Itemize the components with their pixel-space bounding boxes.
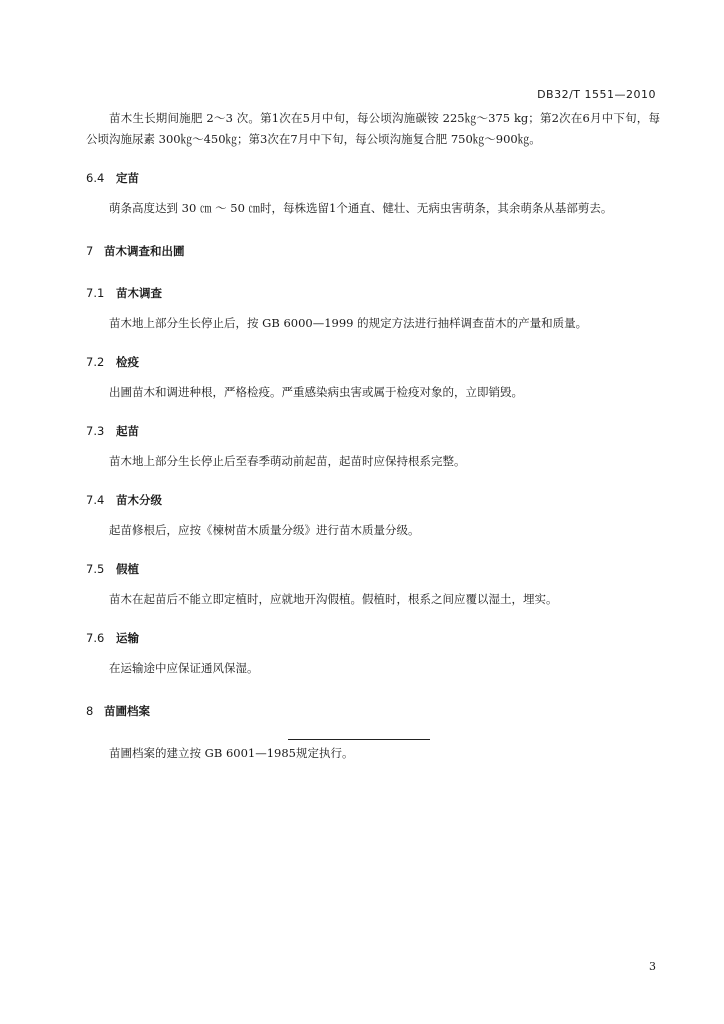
section-7-3-heading <box>86 421 660 441</box>
section-title: 苗圃档案 <box>104 704 150 718</box>
section-7-5-text: 苗木在起苗后不能立即定植时，应就地开沟假植。假植时，根系之间应覆以湿土，埋实。 <box>109 592 558 606</box>
section-7-heading <box>86 241 660 261</box>
section-number: 7.6 <box>86 631 105 645</box>
section-number: 7.5 <box>86 562 105 576</box>
section-number: 7.3 <box>86 424 105 438</box>
section-title: 苗木调查 <box>116 286 162 300</box>
fertilize-paragraph: 苗木生长期间施肥 2～3 次。第1次在5月中旬，每公顷沟施碳铵 225㎏～375 kg；第2次在6月中下旬，每公顷沟施尿素 300㎏～450㎏；第3次在7月中下旬，每公顷沟施复合肥 750㎏～900㎏。 <box>86 111 660 146</box>
section-7-4-heading <box>86 490 660 510</box>
section-7-4-text: 起苗修根后，应按《楝树苗木质量分级》进行苗木质量分级。 <box>109 523 420 537</box>
section-7-2-heading <box>86 352 660 372</box>
section-title: 苗木调查和出圃 <box>104 244 185 258</box>
section-7-1-heading <box>86 283 660 303</box>
end-rule <box>288 739 430 740</box>
section-title: 检疫 <box>116 355 139 369</box>
section-number: 7.2 <box>86 355 105 369</box>
section-7-1-text: 苗木地上部分生长停止后，按 GB 6000—1999 的规定方法进行抽样调查苗木的产量和质量。 <box>109 316 588 330</box>
section-title: 运输 <box>116 631 139 645</box>
section-number: 7.1 <box>86 286 105 300</box>
section-8-heading <box>86 701 660 721</box>
section-6-4-heading <box>86 168 660 188</box>
standard-code: DB32/T 1551—2010 <box>537 88 656 101</box>
section-6-4-text: 萌条高度达到 30 ㎝ ～ 50 ㎝时，每株选留1个通直、健壮、无病虫害萌条，其余萌条从基部剪去。 <box>109 201 613 215</box>
section-title: 假植 <box>116 562 139 576</box>
section-7-2-text: 出圃苗木和调进种根，严格检疫。严重感染病虫害或属于检疫对象的，立即销毁。 <box>109 385 523 399</box>
section-7-5-heading <box>86 559 660 579</box>
page-number: 3 <box>649 960 656 973</box>
section-8-text: 苗圃档案的建立按 GB 6001—1985规定执行。 <box>109 746 354 760</box>
section-7-3-text: 苗木地上部分生长停止后至春季萌动前起苗，起苗时应保持根系完整。 <box>109 454 466 468</box>
section-7-6-text: 在运输途中应保证通风保湿。 <box>109 661 259 675</box>
section-title: 定苗 <box>116 171 139 185</box>
section-number: 6.4 <box>86 171 105 185</box>
section-title: 起苗 <box>116 424 139 438</box>
section-title: 苗木分级 <box>116 493 162 507</box>
section-7-6-heading <box>86 628 660 648</box>
section-number: 7.4 <box>86 493 105 507</box>
section-number: 7 <box>86 244 94 258</box>
section-number: 8 <box>86 704 94 718</box>
document-body <box>86 108 660 764</box>
